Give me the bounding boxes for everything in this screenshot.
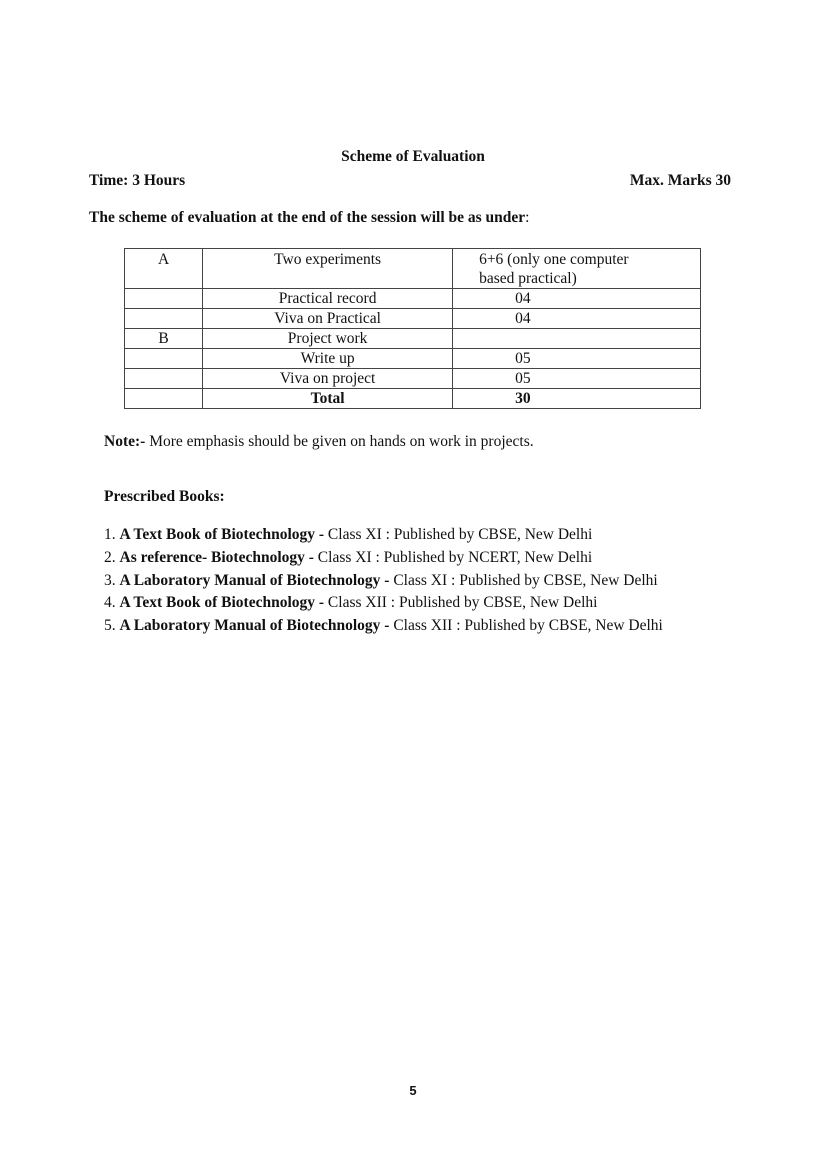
page-title: Scheme of Evaluation [341, 148, 485, 165]
exam-duration: Time: 3 Hours [89, 172, 186, 189]
table-row [125, 289, 701, 309]
book-number: 1. [104, 526, 116, 543]
book-number: 2. [104, 548, 116, 566]
list-item [104, 592, 663, 615]
total-row [125, 389, 701, 409]
table-row [125, 369, 701, 389]
book-title: A Text Book of Biotechnology - [119, 594, 325, 612]
evaluation-table [124, 248, 701, 409]
book-detail: Class XI : Published by NCERT, New Delhi [317, 548, 593, 566]
book-detail: Class XII : Published by CBSE, New Delhi [393, 617, 663, 635]
section-cell [125, 349, 203, 369]
list-item [104, 524, 663, 547]
scheme-intro [89, 209, 529, 227]
section-cell [125, 369, 203, 389]
prescribed-books-heading: Prescribed Books: [104, 488, 225, 505]
item-cell: Project work [203, 329, 453, 349]
prescribed-books-list [104, 524, 663, 638]
list-item [104, 570, 663, 593]
item-cell: Practical record [203, 289, 453, 309]
book-number: 4. [104, 594, 116, 612]
total-section-cell [125, 389, 203, 409]
note-label: Note:- [104, 433, 146, 450]
marks-cell: 04 [453, 309, 701, 329]
total-label: Total [203, 389, 453, 409]
book-number: 3. [104, 571, 116, 589]
marks-cell [453, 249, 701, 289]
marks-cell: 05 [453, 349, 701, 369]
marks-cell: 05 [453, 369, 701, 389]
marks-line-1: 6+6 (only one computer [479, 251, 629, 268]
list-item [104, 547, 663, 570]
item-cell: Two experiments [203, 249, 453, 289]
item-cell: Viva on project [203, 369, 453, 389]
item-cell: Write up [203, 349, 453, 369]
page-number: 5 [409, 1083, 417, 1098]
section-cell [125, 309, 203, 329]
marks-cell: 04 [453, 289, 701, 309]
book-title: A Laboratory Manual of Biotechnology - [119, 617, 390, 635]
marks-line-2: based practical) [479, 270, 577, 287]
table-row [125, 249, 701, 289]
note [104, 433, 534, 451]
max-marks: Max. Marks 30 [629, 172, 731, 189]
item-cell: Viva on Practical [203, 309, 453, 329]
note-text: More emphasis should be given on hands on work in projects. [145, 433, 534, 450]
book-detail: Class XII : Published by CBSE, New Delhi [327, 594, 598, 612]
book-detail: Class XI : Published by CBSE, New Delhi [393, 571, 658, 589]
table-row [125, 349, 701, 369]
table-row [125, 329, 701, 349]
book-number: 5. [104, 617, 116, 635]
section-cell [125, 289, 203, 309]
marks-cell [453, 329, 701, 349]
book-title: A Text Book of Biotechnology - [119, 526, 325, 543]
total-value: 30 [453, 389, 701, 409]
book-title: A Laboratory Manual of Biotechnology - [119, 571, 390, 589]
section-cell: A [125, 249, 203, 289]
section-cell: B [125, 329, 203, 349]
scheme-intro-text: The scheme of evaluation at the end of the session will be as under [89, 209, 526, 226]
table-row [125, 309, 701, 329]
list-item [104, 615, 663, 638]
book-detail: Class XI : Published by CBSE, New Delhi [327, 526, 593, 543]
book-title: As reference- Biotechnology - [119, 548, 314, 566]
scheme-intro-colon: : [525, 209, 530, 226]
